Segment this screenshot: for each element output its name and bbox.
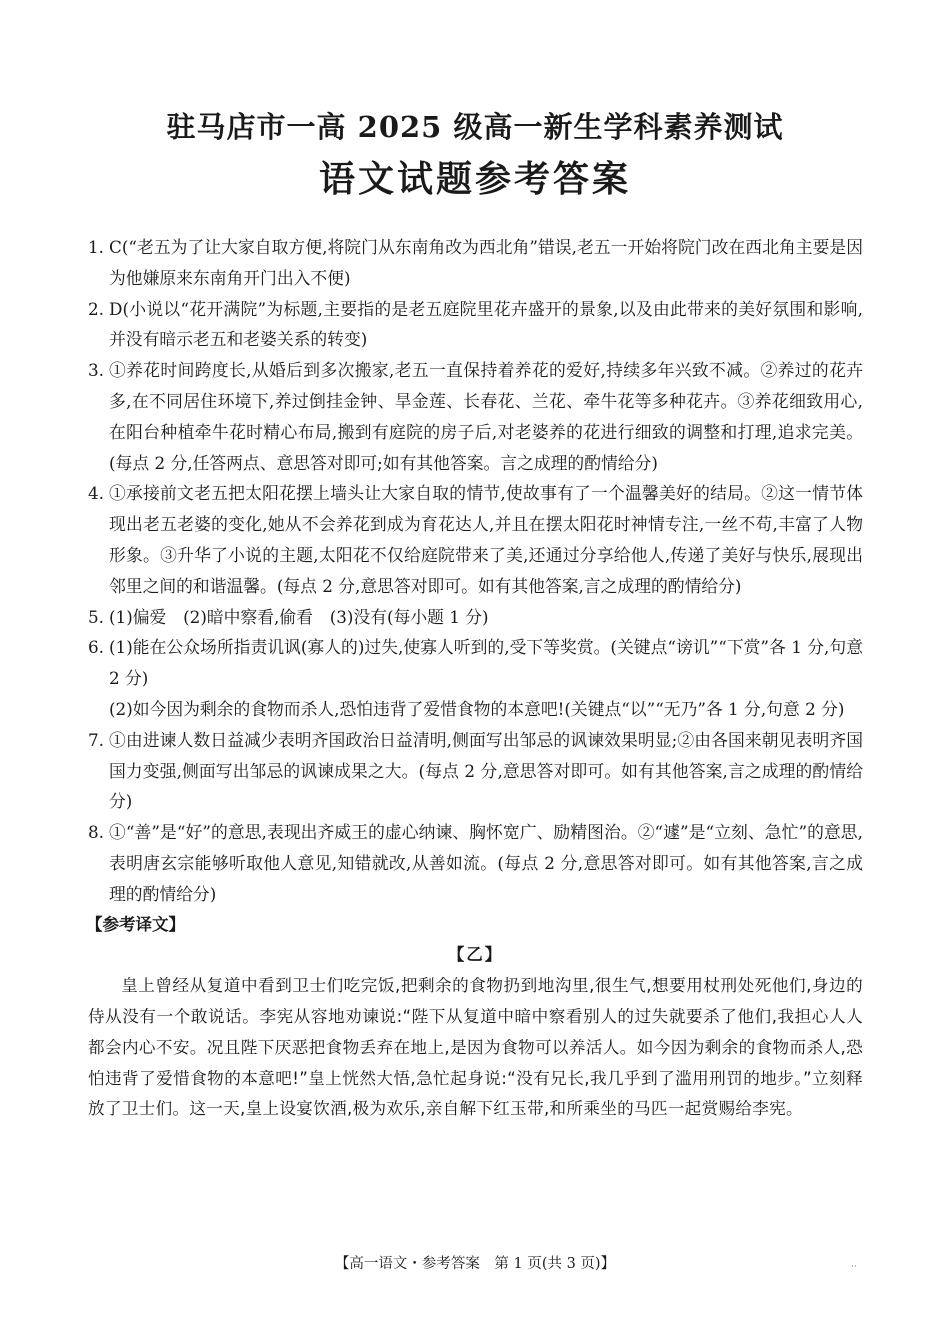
answer-item-1: [88, 232, 863, 294]
answer-item-8: [88, 817, 863, 909]
answer-paragraph: ①承接前文老五把太阳花摆上墙头让大家自取的情节,使故事有了一个温馨美好的结局。②这一情节体现出老五老婆的变化,她从不会养花到成为育花达人,并且在摆太阳花时神情专注,一丝不苟,丰富了人物形象。③升华了小说的主题,太阳花不仅给庭院带来了美,还通过分享给他人,传递了美好与快乐,展现出邻里之间的和谐温馨。(每点 2 分,意思答对即可。如有其他答案,言之成理的酌情给分): [109, 483, 863, 596]
answer-key-title: 语文试题参考答案: [318, 158, 631, 200]
corner-mark: ··: [851, 1262, 857, 1272]
answer-paragraph: ①“善”是“好”的意思,表现出齐威王的虚心纳谏、胸怀宽广、励精图治。②“遽”是“立刻、急忙”的意思,表明唐玄宗能够听取他人意见,知错就改,从善如流。(每点 2 分,意思答对即可。如有其他答案,言之成理的酌情给分): [109, 822, 863, 904]
answer-text: [109, 355, 863, 478]
answer-item-7: [88, 725, 863, 817]
answer-item-2: [88, 294, 863, 356]
answer-item-4: [88, 478, 863, 601]
answer-number: 7.: [88, 729, 105, 750]
answer-item-6: [88, 632, 863, 724]
answer-text: [109, 602, 863, 633]
answer-paragraph: ①由进谏人数日益减少表明齐国政治日益清明,侧面写出邹忌的讽谏效果明显;②由各国来朝见表明齐国国力变强,侧面写出邹忌的讽谏成果之大。(每点 2 分,意思答对即可。如有其他答案,言之成理的酌情给分): [109, 729, 863, 812]
answer-item-5: [88, 602, 863, 633]
answer-number: 6.: [88, 637, 105, 658]
answer-item-3: [88, 355, 863, 478]
answer-text: [109, 632, 863, 724]
answers-list: [88, 232, 863, 1125]
answer-number: 8.: [88, 822, 105, 843]
answer-text: [109, 478, 863, 601]
answer-paragraph: ①养花时间跨度长,从婚后到多次搬家,老五一直保持着养花的爱好,持续多年兴致不减。②养过的花卉多,在不同居住环境下,养过倒挂金钟、旱金莲、长春花、兰花、牵牛花等多种花卉。③养花细致用心,在阳台种植牵牛花时精心布局,搬到有庭院的房子后,对老婆养的花进行细致的调整和打理,追求完美。(每点 2 分,任答两点、意思答对即可;如有其他答案。言之成理的酌情给分): [109, 360, 863, 473]
answer-paragraph: D(小说以“花开满院”为标题,主要指的是老五庭院里花卉盛开的景象,以及由此带来的美好氛围和影响,并没有暗示老五和老婆关系的转变): [109, 298, 863, 350]
page-footer: 【高一语文・参考答案 第 1 页(共 3 页)】: [334, 1256, 616, 1272]
answer-number: 1.: [88, 237, 105, 257]
answer-text: [109, 294, 863, 356]
answer-paragraph: (1)能在公众场所指责讥讽(寡人的)过失,使寡人听到的,受下等奖赏。(关键点“谤讥”“下赏”各 1 分,句意 2 分): [109, 637, 863, 689]
answer-number: 4.: [88, 483, 105, 504]
exam-title: 驻马店市一高 2025 级高一新生学科素养测试: [166, 110, 784, 144]
answer-text: [109, 817, 863, 909]
answer-number: 5.: [88, 606, 105, 627]
answer-text: [109, 232, 863, 294]
answer-text: [109, 725, 863, 817]
reference-translation-label: 【参考译文】: [86, 914, 185, 934]
answer-paragraph: (1)偏爱 (2)暗中察看,偷看 (3)没有(每小题 1 分): [109, 606, 489, 627]
passage-subheading: 【乙】: [447, 945, 504, 965]
answer-paragraph: (2)如今因为剩余的食物而杀人,恐怕违背了爱惜食物的本意吧!(关键点“以”“无乃”各 1 分,句意 2 分): [109, 698, 845, 719]
answer-number: 3.: [88, 360, 105, 381]
reference-translation-text: 皇上曾经从复道中看到卫士们吃完饭,把剩余的食物扔到地沟里,很生气,想要用杖刑处死他们,身边的侍从没有一个敢说话。李宪从容地劝谏说:“陛下从复道中暗中察看别人的过失就要杀了他们,我担心人人都会内心不安。况且陛下厌恶把食物丢弃在地上,是因为食物可以养活人。如今因为剩余的食物而杀人,恐怕违背了爱惜食物的本意吧!”皇上恍然大悟,急忙起身说:“没有兄长,我几乎到了滥用刑罚的地步。”立刻释放了卫士们。这一天,皇上设宴饮酒,极为欢乐,亲自解下红玉带,和所乘坐的马匹一起赏赐给李宪。: [88, 976, 863, 1119]
answer-number: 2.: [88, 298, 105, 319]
answer-paragraph: C(“老五为了让大家自取方便,将院门从东南角改为西北角”错误,老五一开始将院门改在西北角主要是因为他嫌原来东南角开门出入不便): [109, 237, 863, 288]
